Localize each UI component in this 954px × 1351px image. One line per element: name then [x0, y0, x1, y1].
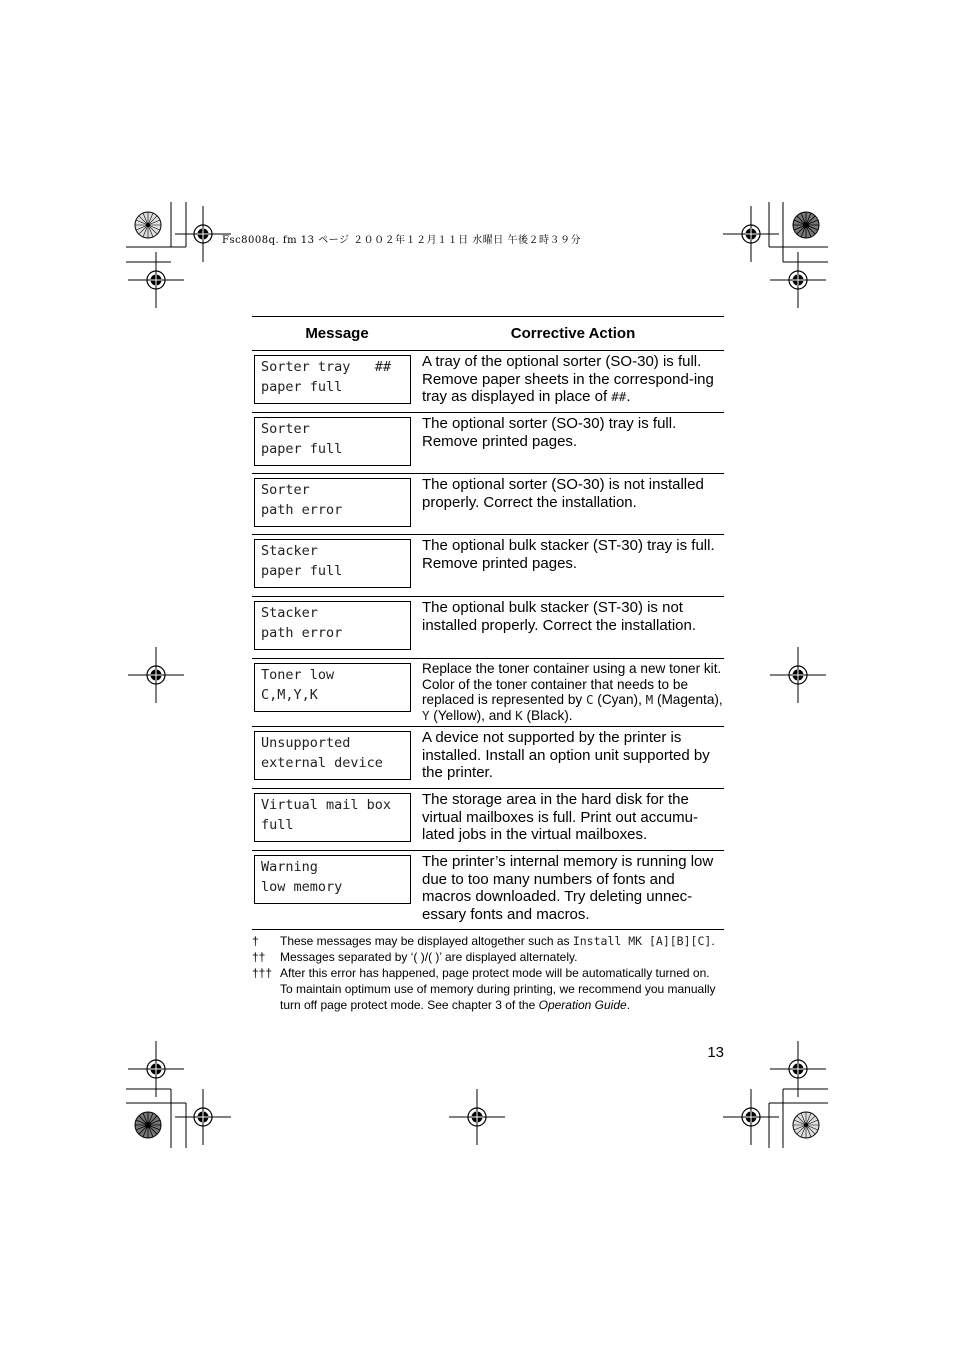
message-display [254, 355, 411, 404]
action-code: M [645, 692, 654, 707]
corrective-action: The optional bulk stacker (ST-30) tray is full. Remove printed pages. [422, 537, 715, 572]
message-line: path error [261, 624, 343, 641]
message-line: low memory [261, 878, 343, 895]
message-line: paper full [261, 378, 343, 395]
header-corrective-action: Corrective Action [510, 325, 636, 342]
message-display [254, 855, 411, 904]
footnote-text: After this error has happened, page protect mode will be automatically turned on. To maintain optimum use of memory during printing, we recommend you manually turn off page protect mode. See chapter 3 of the [280, 966, 716, 1012]
message-display [254, 663, 411, 712]
action-text: (Black). [522, 707, 573, 723]
message-line: Stacker [261, 605, 318, 621]
action-code: K [515, 707, 523, 723]
corrective-action: A device not supported by the printer is installed. Install an option unit supported by the printer. [422, 729, 710, 781]
message-display [254, 731, 411, 780]
corrective-action: The storage area in the hard disk for the virtual mailboxes is full. Print out accumu-lated jobs in the virtual mailboxes. [422, 791, 698, 843]
action-text: A tray of the optional sorter (SO-30) is full. Remove paper sheets in the correspond-ing tray as displayed in place of [422, 353, 714, 405]
corrective-action: The optional sorter (SO-30) tray is full. Remove printed pages. [422, 415, 677, 450]
footnote-symbol: † [252, 934, 259, 948]
table-row [252, 727, 724, 789]
message-line: paper full [261, 440, 343, 457]
message-line: paper full [261, 562, 343, 579]
action-text: . [626, 388, 631, 405]
table-row [252, 851, 724, 930]
table-row [252, 659, 724, 727]
message-line: Unsupported [261, 735, 351, 751]
footnote-text: . [711, 934, 715, 948]
action-text: (Cyan), [593, 692, 646, 707]
corrective-action [422, 661, 724, 723]
corrective-action: The printer’s internal memory is running low due to too many numbers of fonts and macros downloaded. Try deleting unnec-essary fonts and macros. [422, 853, 714, 923]
action-code: Y [422, 707, 430, 723]
footnote-symbol: ††† [252, 966, 273, 980]
message-line: external device [261, 754, 383, 771]
message-line: Warning [261, 859, 318, 875]
footnotes [252, 933, 724, 1013]
message-line: Toner low [261, 667, 335, 683]
footnote [252, 949, 724, 965]
footnote-text: Messages separated by ‘( )/( )’ are displayed alternately. [280, 950, 578, 964]
footnote [252, 965, 724, 1013]
footnote-symbol: †† [252, 950, 266, 964]
footnote-italic: Operation Guide [538, 998, 627, 1012]
table-row [252, 351, 724, 413]
message-line: Sorter [261, 421, 310, 437]
action-text: (Magenta), [653, 692, 723, 707]
message-line: Sorter tray ## [261, 359, 392, 375]
footnote-text: These messages may be displayed altogether such as [280, 934, 573, 948]
message-line: Virtual mail box [261, 797, 392, 813]
corrective-action: The optional sorter (SO-30) is not installed properly. Correct the installation. [422, 476, 704, 511]
message-line: Sorter [261, 482, 310, 498]
action-code: C [585, 692, 594, 707]
page-number: 13 [707, 1044, 724, 1061]
message-display [254, 417, 411, 466]
message-display [254, 478, 411, 527]
footnote-code: Install MK [A][B][C] [572, 934, 712, 948]
footnote-text: . [626, 998, 631, 1012]
corrective-action [422, 353, 724, 406]
footnote [252, 933, 724, 949]
action-text: Replace the toner container using a new toner kit. Color of the toner container that needs to be replaced is represented by [422, 661, 722, 707]
message-line: full [261, 816, 294, 833]
file-header-meta: Fsc8008q. fm 13 ページ ２００２年１２月１１日 水曜日 午後２時３９分 [222, 235, 581, 246]
message-display [254, 601, 411, 650]
message-line: C,M,Y,K [261, 686, 318, 703]
message-table [252, 316, 724, 930]
message-display [254, 539, 411, 588]
corrective-action: The optional bulk stacker (ST-30) is not installed properly. Correct the installation. [422, 599, 697, 634]
table-row [252, 413, 724, 474]
action-code: ## [611, 389, 627, 404]
message-display [254, 793, 411, 842]
table-row [252, 474, 724, 535]
table-row [252, 789, 724, 851]
table-header [252, 316, 724, 351]
message-line: Stacker [261, 543, 318, 559]
table-row [252, 535, 724, 597]
table-row [252, 597, 724, 659]
action-text: (Yellow), and [429, 707, 516, 723]
header-message: Message [305, 325, 369, 342]
message-line: path error [261, 501, 343, 518]
